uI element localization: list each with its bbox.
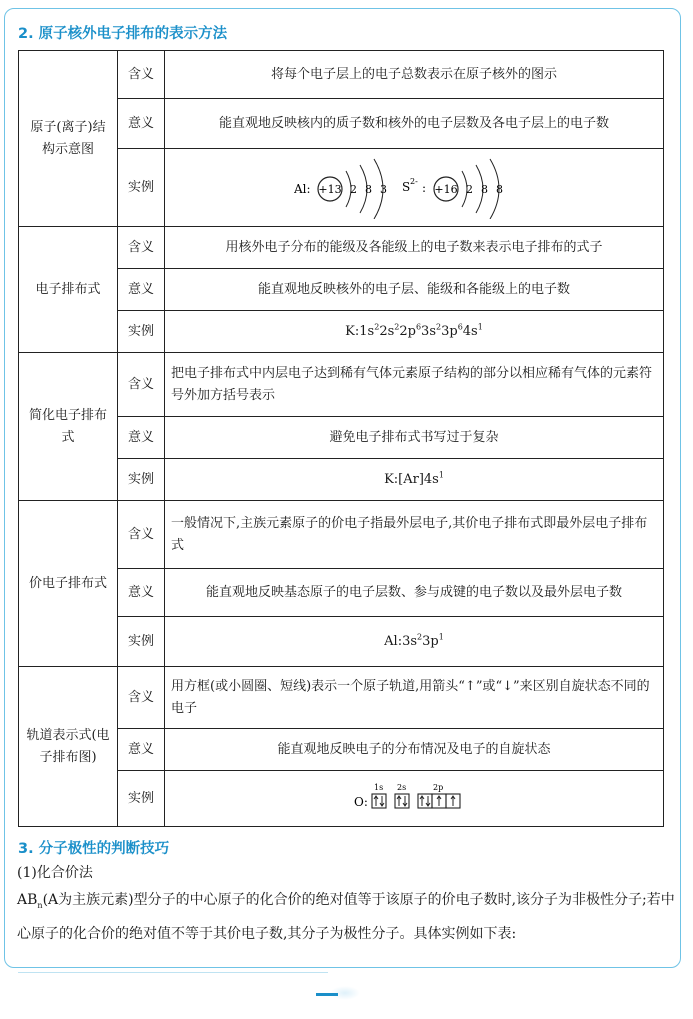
orbital-box-2s [395,794,409,808]
content-cell: 能直观地反映核外的电子层、能级和各能级上的电子数 [165,269,664,311]
config-sup: 1 [438,632,444,642]
config-part: 3s [421,323,436,339]
row-label: 意义 [118,729,165,771]
row-label: 意义 [118,569,165,617]
content-cell: 能直观地反映核内的质子数和核外的电子层数及各电子层上的电子数 [165,99,664,149]
row-label: 含义 [118,51,165,99]
config-sup: 2 [374,322,380,332]
row-label: 实例 [118,311,165,353]
divider [18,972,328,973]
table-row [19,227,664,269]
oxygen-symbol: O: [354,794,368,809]
formula-ab: AB [17,892,38,908]
orbital-label-2p: 2p [433,782,444,792]
row-label: 含义 [118,667,165,729]
body-paragraph [17,886,677,949]
category-label: 轨道表示式(电子排布图) [26,727,110,765]
config-part: 4s [462,323,478,339]
subsection-heading: (1)化合价法 [17,865,93,881]
content-cell: 用核外电子分布的能级及各能级上的电子数来表示电子排布的式子 [165,227,664,269]
category-label: 原子(离子)结构示意图 [30,119,106,157]
paragraph-text: (A为主族元素)型分子的中心原子的化合价的绝对值等于该原子的价电子数时,该分子为非极性分子;若中心原子的化合价的绝对值不等于其价电子数,其分子为极性分子。具体实例如下表: [17,892,675,942]
orbital-label-2s: 2s [397,782,407,792]
category-label: 价电子排布式 [28,575,107,591]
category-label: 电子排布式 [35,281,101,297]
config-sup: 1 [438,470,444,480]
section-2-title: 2. 原子核外电子排布的表示方法 [18,26,228,42]
orbital-box-2p [418,794,460,808]
row-label: 实例 [118,149,165,227]
s-nucleus-charge: +16 [434,182,458,196]
s-ion-charge: 2- [410,176,418,186]
orbital-label-1s: 1s [374,782,384,792]
row-label: 意义 [118,99,165,149]
formula-subscript: n [37,900,43,910]
row-label: 意义 [118,417,165,459]
row-label: 含义 [118,353,165,417]
row-label: 实例 [118,459,165,501]
row-label: 含义 [118,227,165,269]
orbital-diagram [354,782,474,816]
config-part: 3p [422,633,439,649]
row-label: 实例 [118,771,165,827]
content-cell: 用方框(或小圆圈、短线)表示一个原子轨道,用箭头“↑”或“↓”来区别自旋状态不同的电子 [165,667,664,729]
content-cell: 能直观地反映电子的分布情况及电子的自旋状态 [165,729,664,771]
s-symbol: S [402,179,411,194]
config-part: 2s [379,323,395,339]
content-cell: 一般情况下,主族元素原子的价电子指最外层电子,其价电子排布式即最外层电子排布式 [165,501,664,569]
content-cell: 能直观地反映基态原子的电子层数、参与成键的电子数以及最外层电子数 [165,569,664,617]
al-shell-electrons: 2 [350,182,357,196]
s-shell-electrons: 8 [481,182,488,196]
representation-table [18,50,664,827]
config-part: K:[Ar]4s [384,471,439,487]
table-row [19,501,664,569]
atomic-structure-diagrams [294,157,534,219]
category-cell [19,51,118,227]
content-cell [165,459,664,501]
config-sup: 2 [394,322,400,332]
al-shell-electrons: 8 [365,182,372,196]
content-cell [165,771,664,827]
config-sup: 2 [417,632,423,642]
table-row [19,667,664,729]
content-cell: 把电子排布式中内层电子达到稀有气体元素原子结构的部分以相应稀有气体的元素符号外加方括号表示 [165,353,664,417]
category-cell [19,501,118,667]
row-label: 意义 [118,269,165,311]
table-row [19,353,664,417]
content-cell: 将每个电子层上的电子总数表示在原子核外的图示 [165,51,664,99]
electron-config [345,324,483,339]
s-colon: : [422,180,427,195]
al-nucleus-charge: +13 [318,182,342,196]
config-part: 2p [399,323,416,339]
category-cell [19,227,118,353]
s-shell-electrons: 8 [496,182,503,196]
content-cell [165,617,664,667]
al-shell-electrons: 3 [380,182,387,196]
config-part: 3p [441,323,458,339]
config-part: K:1s [345,323,375,339]
category-cell [19,353,118,501]
al-symbol: Al: [294,181,311,196]
page-ornament-dash [316,993,338,996]
config-sup: 2 [436,322,442,332]
category-label: 简化电子排布式 [28,407,107,445]
section-3-title: 3. 分子极性的判断技巧 [18,841,170,857]
row-label: 实例 [118,617,165,667]
config-sup: 6 [415,322,422,332]
content-cell: 避免电子排布式书写过于复杂 [165,417,664,459]
category-cell [19,667,118,827]
table-row [19,51,664,99]
orbital-box-1s [372,794,386,808]
row-label: 含义 [118,501,165,569]
config-part: Al:3s [384,633,418,649]
s-shell-electrons: 2 [466,182,473,196]
content-cell [165,311,664,353]
config-sup: 1 [477,322,483,332]
config-sup: 6 [457,322,463,332]
content-cell [165,149,664,227]
